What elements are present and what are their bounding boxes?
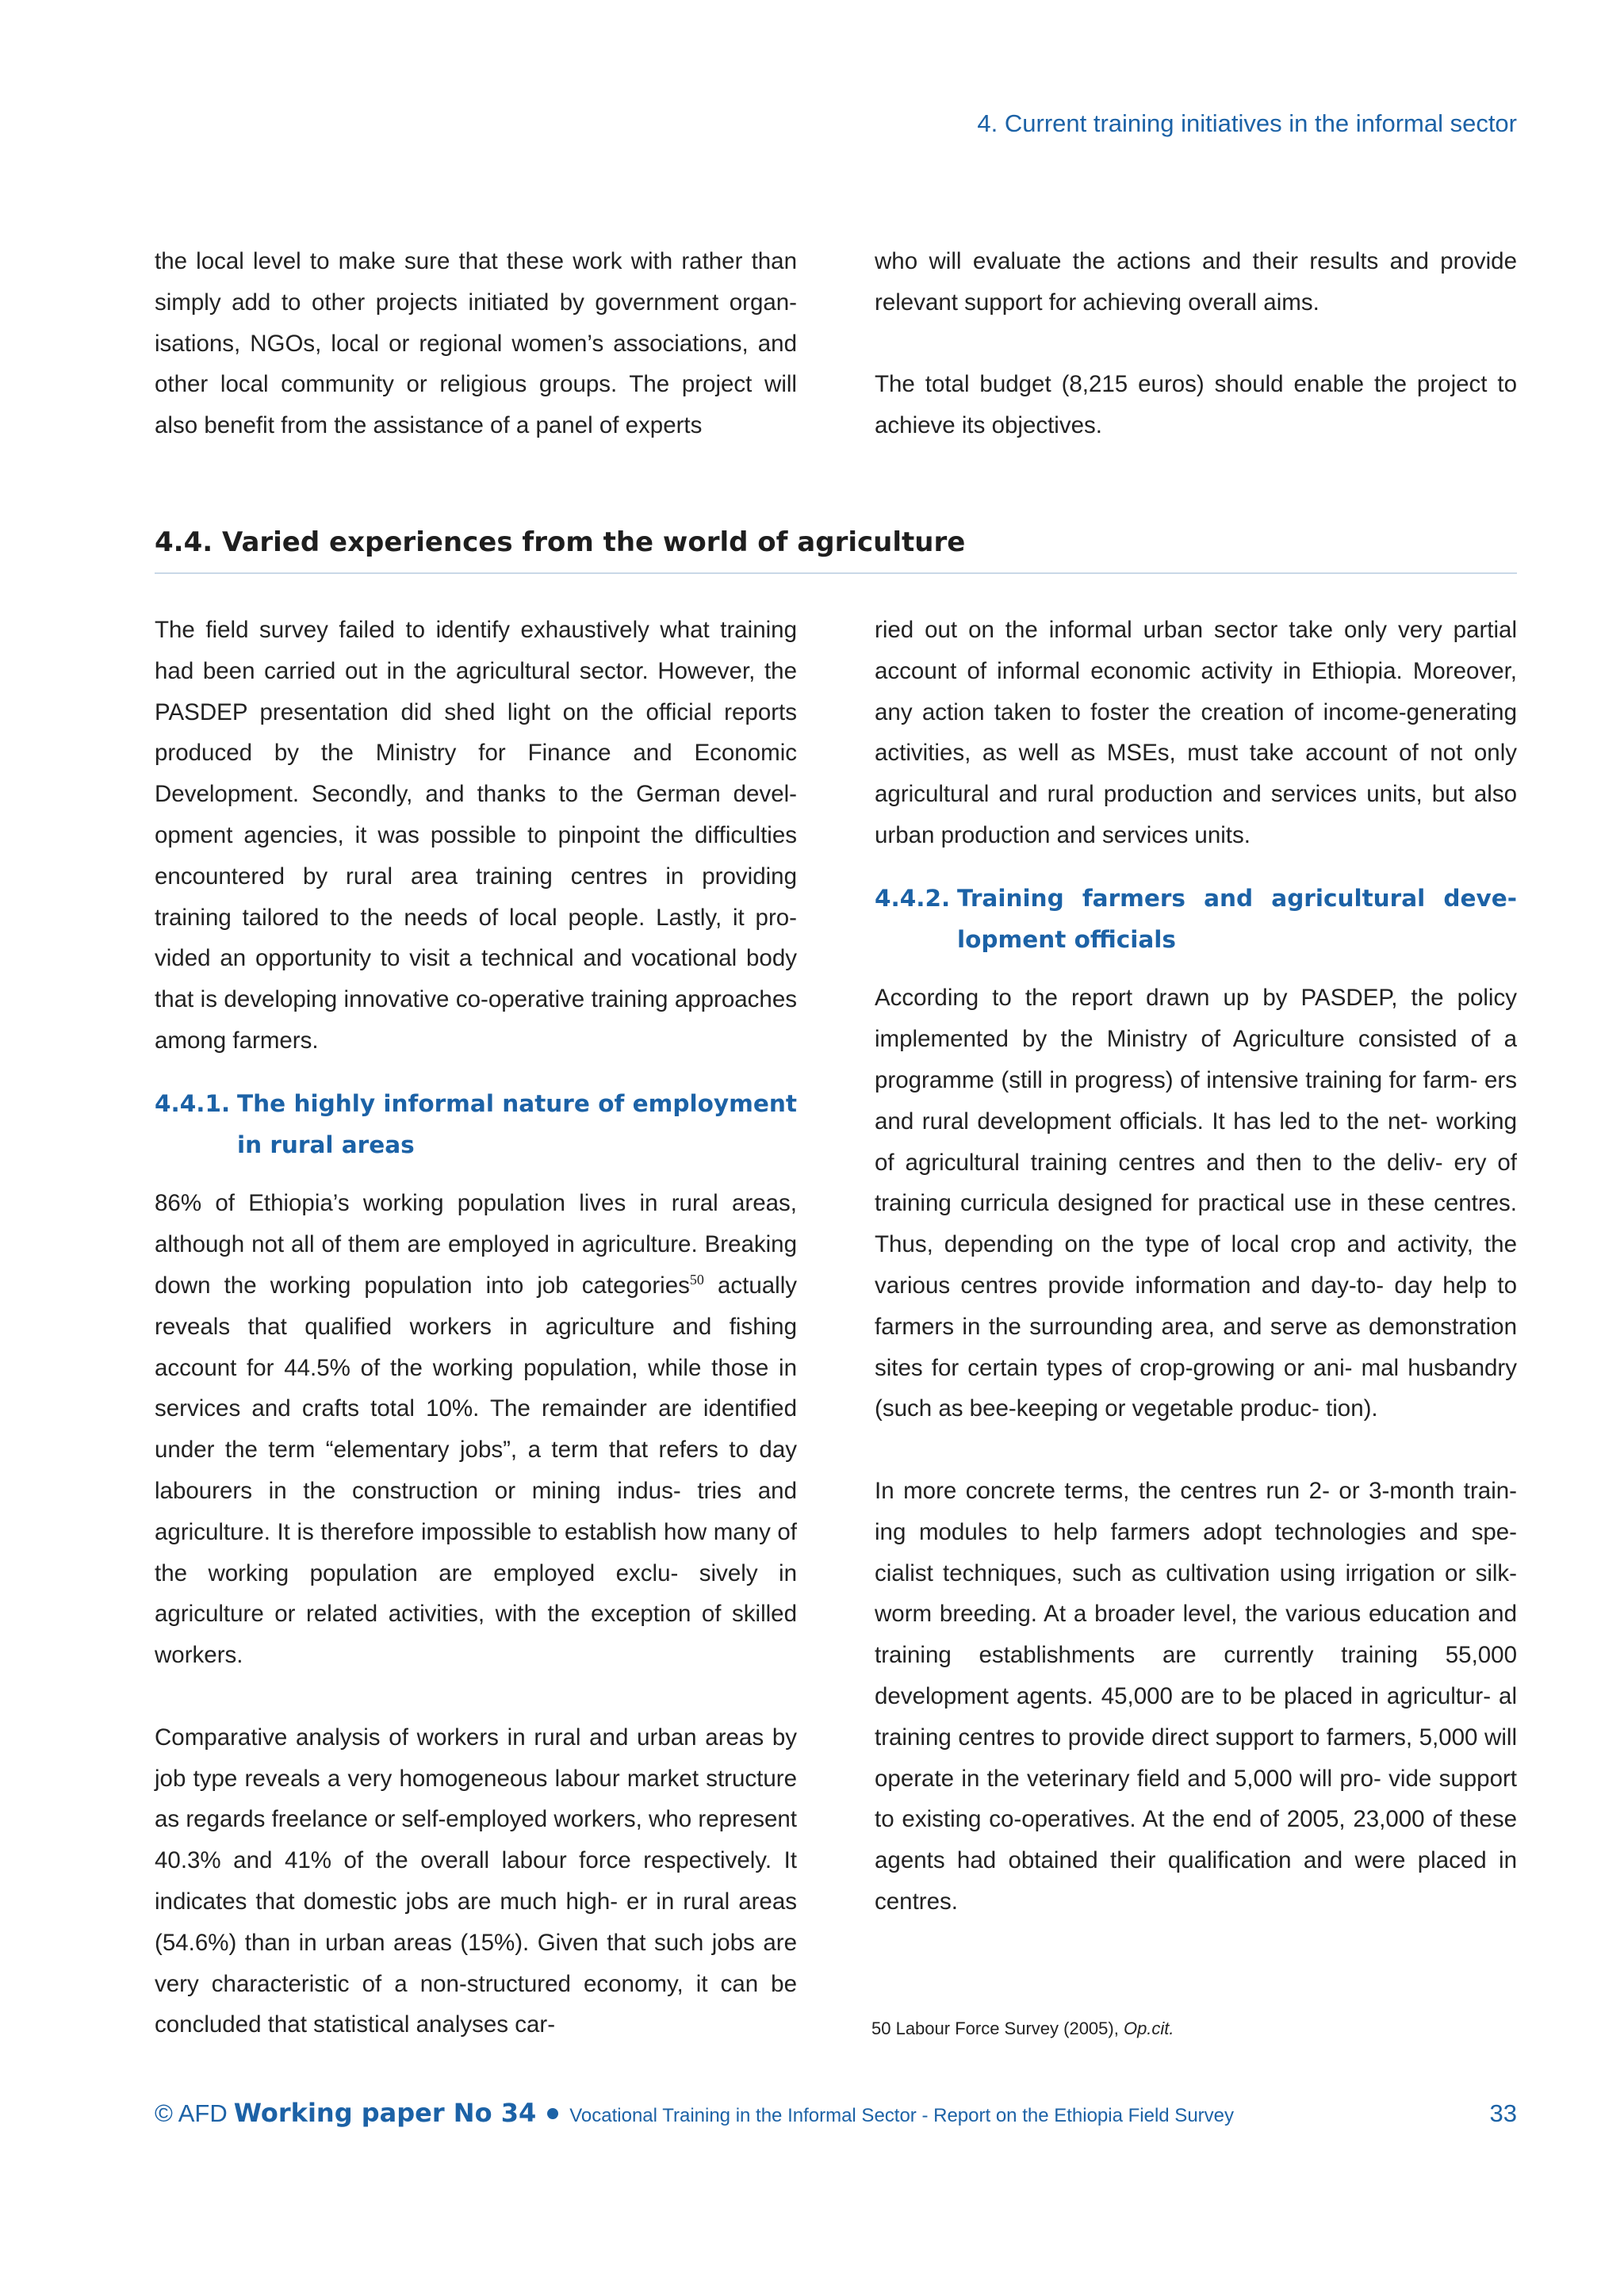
footnote-reference: 50: [689, 1272, 704, 1288]
bullet-icon: [547, 2108, 558, 2119]
subsection-title: Training farmers and agricultural deve- lopment officials: [957, 884, 1517, 953]
page-number: 33: [1489, 2099, 1517, 2127]
section-heading: 4.4. Varied experiences from the world of agriculture: [155, 526, 1517, 574]
footer-series: Working paper No 34: [233, 2098, 537, 2128]
footnote-italic: Op.cit.: [1123, 2019, 1174, 2038]
top-left-column: [155, 241, 797, 446]
subsection-heading-4-4-2: [875, 878, 1517, 961]
paragraph: [155, 1183, 797, 1676]
subsection-heading-4-4-1: [155, 1084, 797, 1166]
text-run: 86% of Ethiopia’s working population lives in rural areas, although not all of them are employed in agriculture. Breaking down the working population into job categories: [155, 1190, 797, 1299]
footnote-text: 50 Labour Force Survey (2005),: [871, 2019, 1124, 2038]
paragraph: Comparative analysis of workers in rural and urban areas by job type reveals a very homogeneous labour market structure as regards freelance or self-employed workers, who represent 40.3% and 41% of the overall labour force respectively. It indicates that domestic jobs are much high- er in rural areas (54.6%) than in urban areas (15%). Given that such jobs are very characteristic of a non-structured economy, it can be concluded that statistical analyses car-: [155, 1724, 797, 2038]
main-right-column: [875, 610, 1517, 1923]
text-run: actually reveals that qualified workers in agriculture and fishing account for 44.5% of the working population, while those in services and crafts total 10%. The remainder are identified under the term “elementary jobs”, a term that refers to day labourers in the construction or mining indus- tries and agriculture. It is therefore impossible to establish how many of the working population are employed exclu- sively in agriculture or related activities, with the exception of skilled workers.: [155, 1272, 797, 1669]
footer-copyright: © AFD: [155, 2099, 228, 2127]
page-footer: [155, 2098, 1517, 2128]
main-left-column: [155, 610, 797, 2045]
footnote: [871, 2019, 1174, 2039]
top-right-column: [875, 241, 1517, 446]
paragraph: The total budget (8,215 euros) should enable the project to achieve its objectives.: [875, 371, 1517, 439]
running-head: 4. Current training initiatives in the informal sector: [977, 109, 1517, 137]
footer-title: Vocational Training in the Informal Sector - Report on the Ethiopia Field Survey: [569, 2105, 1235, 2126]
subsection-number: 4.4.2.: [875, 884, 951, 912]
paragraph: who will evaluate the actions and their results and provide relevant support for achieving overall aims.: [875, 248, 1517, 316]
paragraph: The field survey failed to identify exhaustively what training had been carried out in the agricultural sector. However, the PASDEP presentation did shed light on the official reports produced by the Ministry for Finance and Economic Development. Secondly, and thanks to the German devel- opment agencies, it was possible to pinpoint the difficulties encountered by rural area training centres in providing training tailored to the needs of local people. Lastly, it pro- vided an opportunity to visit a technical and vocational body that is developing innovative co-operative training approaches among farmers.: [155, 617, 797, 1054]
paragraph: ried out on the informal urban sector take only very partial account of informal economic activity in Ethiopia. Moreover, any action taken to foster the creation of income-generating activities, as well as MSEs, must take account of not only agricultural and rural production and services units, but also urban production and services units.: [875, 617, 1517, 848]
subsection-number: 4.4.1.: [155, 1089, 231, 1117]
paragraph: According to the report drawn up by PASDEP, the policy implemented by the Ministry of Agriculture consisted of a programme (still in progress) of intensive training for farm- ers and rural development officials. It has led to the net- working of agricultural training centres and then to the deliv- ery of training curricula designed for practical use in these centres. Thus, depending on the type of local crop and activity, the various centres provide information and day-to- day help to farmers in the surrounding area, and serve as demonstration sites for certain types of crop-growing or ani- mal husbandry (such as bee-keeping or vegetable produc- tion).: [875, 985, 1517, 1422]
paragraph: the local level to make sure that these work with rather than simply add to other projects initiated by government organ- isations, NGOs, local or regional women’s associations, and other local community or religious groups. The project will also benefit from the assistance of a panel of experts: [155, 248, 797, 439]
paragraph: In more concrete terms, the centres run 2- or 3-month train- ing modules to help farmers adopt technologies and spe- cialist techniques, such as cultivation using irrigation or silk- worm breeding. At a broader level, the various education and training establishments are currently training 55,000 development agents. 45,000 are to be placed in agricultur- al training centres to provide direct support to farmers, 5,000 will operate in the veterinary field and 5,000 will pro- vide support to existing co-operatives. At the end of 2005, 23,000 of these agents had obtained their qualification and were placed in centres.: [875, 1477, 1517, 1915]
subsection-title: The highly informal nature of employment in rural areas: [237, 1089, 797, 1158]
